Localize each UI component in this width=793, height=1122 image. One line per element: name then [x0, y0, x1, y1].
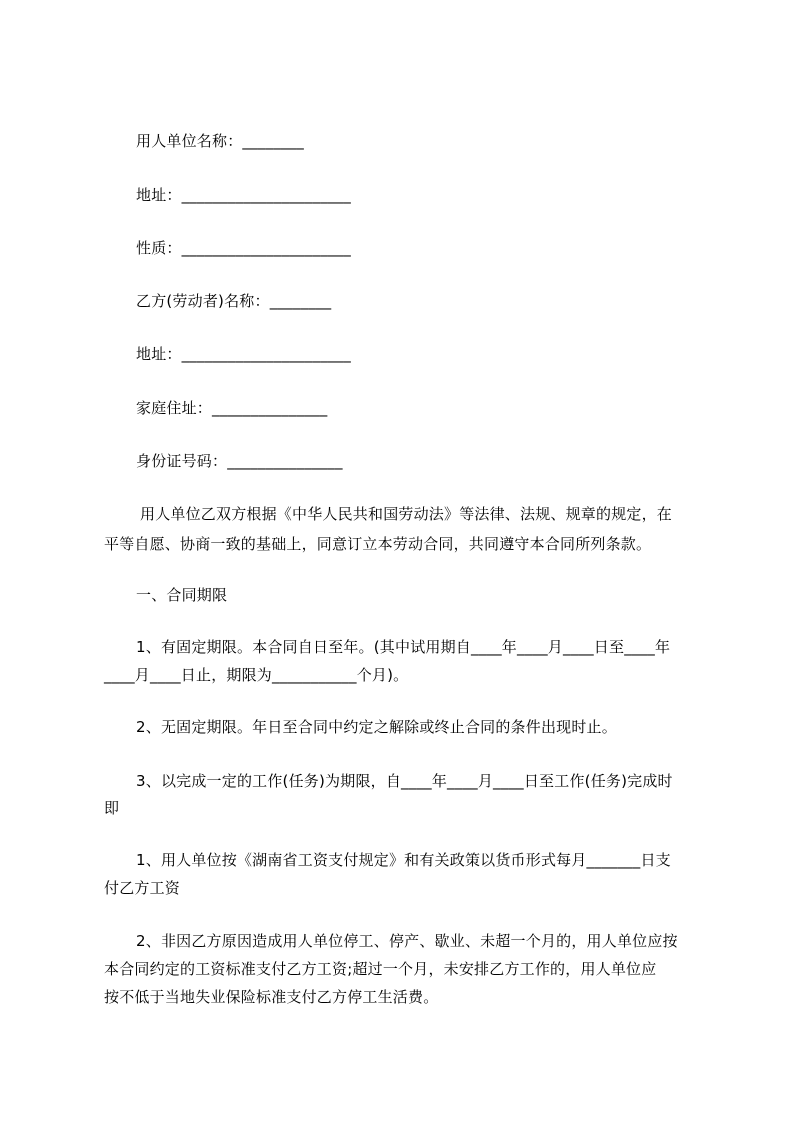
employee-address-field: 地址：______________________ — [136, 345, 352, 363]
wage-item-1-line-1: 1、用人单位按《湖南省工资支付规定》和有关政策以货币形式每月_______日支 — [136, 851, 671, 869]
term-item-3-line-1: 3、以完成一定的工作(任务)为期限，自____年____月____日至工作(任务)完成时 — [136, 772, 673, 790]
section-heading-contract-term: 一、合同期限 — [136, 586, 228, 604]
employer-address-field: 地址：______________________ — [136, 186, 352, 204]
term-item-1-line-1: 1、有固定期限。本合同自日至年。(其中试用期自____年____月____日至____年 — [136, 638, 671, 656]
wage-item-2-line-1: 2、非因乙方原因造成用人单位停工、停产、歇业、未超一个月的，用人单位应按 — [136, 932, 678, 950]
id-number-field: 身份证号码：_______________ — [136, 452, 343, 470]
wage-item-2-line-3: 按不低于当地失业保险标准支付乙方停工生活费。 — [104, 988, 439, 1006]
employer-name-field: 用人单位名称：________ — [136, 132, 305, 150]
employer-nature-field: 性质：______________________ — [136, 239, 352, 257]
wage-item-2-line-2: 本合同约定的工资标准支付乙方工资;超过一个月，未安排乙方工作的，用人单位应 — [104, 960, 657, 978]
term-item-3-line-2: 即 — [104, 799, 120, 817]
wage-item-1-line-2: 付乙方工资 — [104, 879, 181, 897]
term-item-2: 2、无固定期限。年日至合同中约定之解除或终止合同的条件出现时止。 — [136, 718, 617, 736]
preamble-line-2: 平等自愿、协商一致的基础上，同意订立本劳动合同，共同遵守本合同所列条款。 — [104, 535, 652, 553]
home-address-field: 家庭住址：_______________ — [136, 399, 328, 417]
term-item-1-line-2: ____月____日止，期限为___________个月)。 — [104, 666, 409, 684]
preamble-line-1: 用人单位乙双方根据《中华人民共和国劳动法》等法律、法规、规章的规定，在 — [140, 505, 673, 523]
employee-name-field: 乙方(劳动者)名称：________ — [136, 292, 332, 310]
